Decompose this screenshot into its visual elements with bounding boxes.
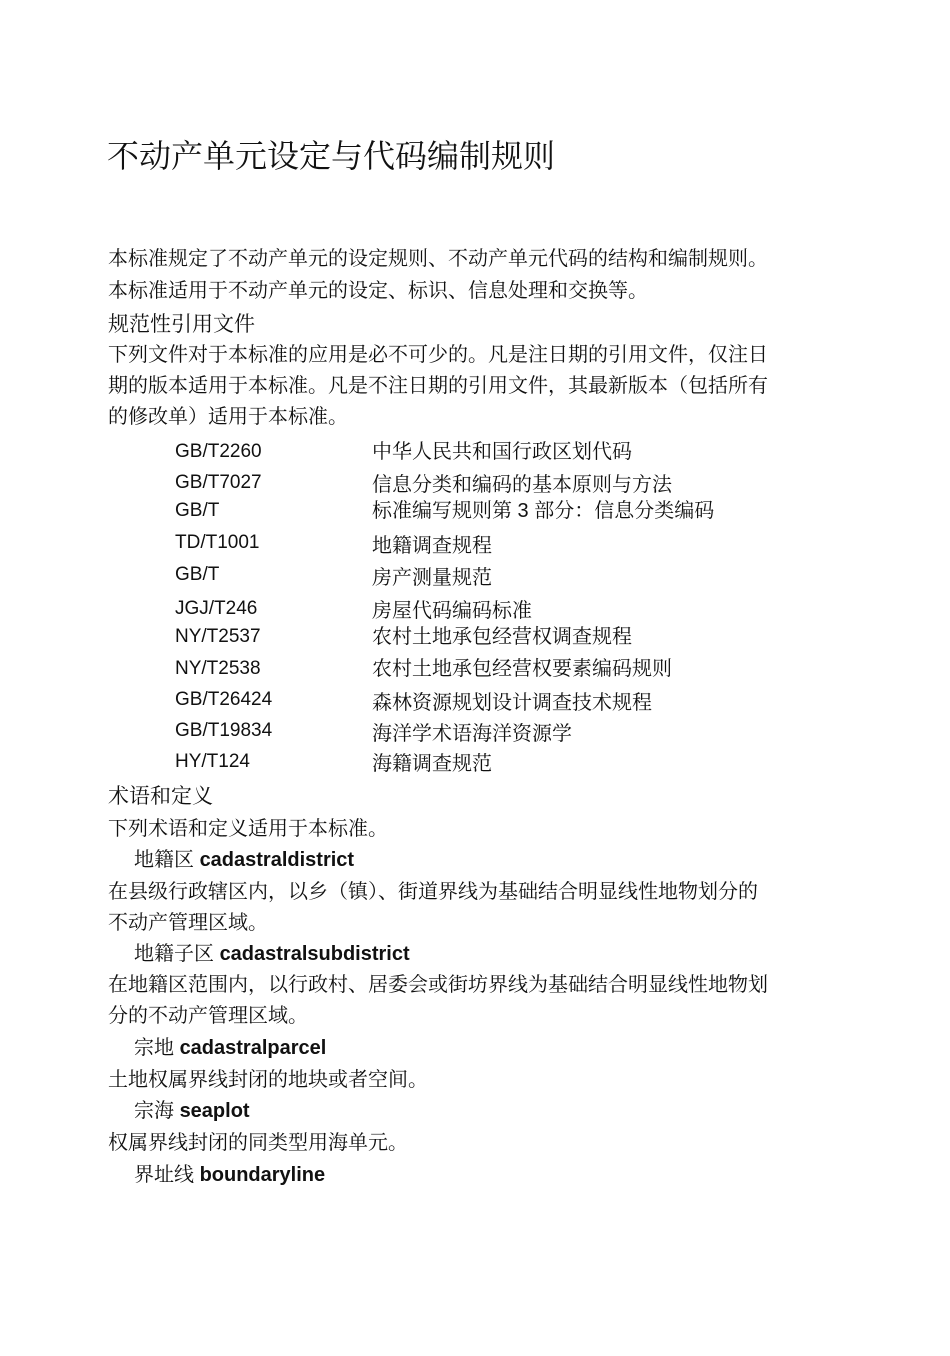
ref-code: GB/T xyxy=(175,564,220,585)
document-title: 不动产单元设定与代码编制规则 xyxy=(107,138,556,174)
terms-intro: 下列术语和定义适用于本标准。 xyxy=(108,818,388,840)
term-zh: 宗地 xyxy=(134,1037,180,1059)
term-zh: 宗海 xyxy=(134,1100,180,1122)
ref-code: GB/T19834 xyxy=(175,720,273,741)
term-definition-line: 分的不动产管理区域。 xyxy=(108,1005,308,1027)
term-title xyxy=(134,845,354,876)
normative-para-line-2: 期的版本适用于本标准。凡是不注日期的引用文件，其最新版本（包括所有 xyxy=(108,375,768,397)
terms-heading: 术语和定义 xyxy=(108,785,213,808)
term-title xyxy=(134,939,410,970)
ref-code: GB/T xyxy=(175,500,220,521)
intro-line-2: 本标准适用于不动产单元的设定、标识、信息处理和交换等。 xyxy=(108,280,648,302)
ref-code: JGJ/T246 xyxy=(175,598,258,619)
ref-name: 农村土地承包经营权调查规程 xyxy=(372,626,632,648)
ref-name: 海籍调查规范 xyxy=(372,753,492,775)
ref-name: 农村土地承包经营权要素编码规则 xyxy=(372,658,672,680)
term-en: cadastralsubdistrict xyxy=(219,943,410,965)
ref-code: GB/T7027 xyxy=(175,472,262,493)
ref-name: 房产测量规范 xyxy=(372,567,492,589)
ref-name: 信息分类和编码的基本原则与方法 xyxy=(372,474,672,496)
term-zh: 地籍子区 xyxy=(134,943,220,965)
term-zh: 地籍区 xyxy=(134,849,200,871)
ref-code: NY/T2538 xyxy=(175,658,261,679)
ref-code: GB/T2260 xyxy=(175,441,262,462)
term-definition-line: 在地籍区范围内，以行政村、居委会或街坊界线为基础结合明显线性地物划 xyxy=(108,974,768,996)
term-definition-line: 在县级行政辖区内，以乡（镇）、街道界线为基础结合明显线性地物划分的 xyxy=(108,881,758,903)
ref-code: GB/T26424 xyxy=(175,689,273,710)
normative-para-line-1: 下列文件对于本标准的应用是必不可少的。凡是注日期的引用文件，仅注日 xyxy=(108,344,768,366)
term-title xyxy=(134,1033,326,1064)
term-definition-line: 土地权属界线封闭的地块或者空间。 xyxy=(108,1069,428,1091)
term-title xyxy=(134,1096,250,1127)
normative-para-line-3: 的修改单）适用于本标准。 xyxy=(108,406,348,428)
normative-heading: 规范性引用文件 xyxy=(108,313,255,336)
term-definition-line: 权属界线封闭的同类型用海单元。 xyxy=(108,1132,408,1154)
ref-name: 森林资源规划设计调查技术规程 xyxy=(372,692,652,714)
ref-name: 中华人民共和国行政区划代码 xyxy=(372,441,632,463)
term-en: seaplot xyxy=(179,1100,250,1122)
term-zh: 界址线 xyxy=(134,1164,200,1186)
term-definition-line: 不动产管理区域。 xyxy=(108,912,268,934)
ref-code: HY/T124 xyxy=(175,751,250,772)
term-en: cadastralparcel xyxy=(179,1037,327,1059)
ref-name: 房屋代码编码标准 xyxy=(372,600,532,622)
ref-code: TD/T1001 xyxy=(175,532,260,553)
term-title xyxy=(134,1160,325,1191)
ref-name: 地籍调查规程 xyxy=(372,535,492,557)
intro-line-1: 本标准规定了不动产单元的设定规则、不动产单元代码的结构和编制规则。 xyxy=(108,248,768,270)
ref-name: 海洋学术语海洋资源学 xyxy=(372,723,572,745)
ref-name: 标准编写规则第 3 部分：信息分类编码 xyxy=(372,500,715,522)
term-en: boundaryline xyxy=(199,1164,326,1186)
term-en: cadastraldistrict xyxy=(199,849,355,871)
ref-code: NY/T2537 xyxy=(175,626,261,647)
